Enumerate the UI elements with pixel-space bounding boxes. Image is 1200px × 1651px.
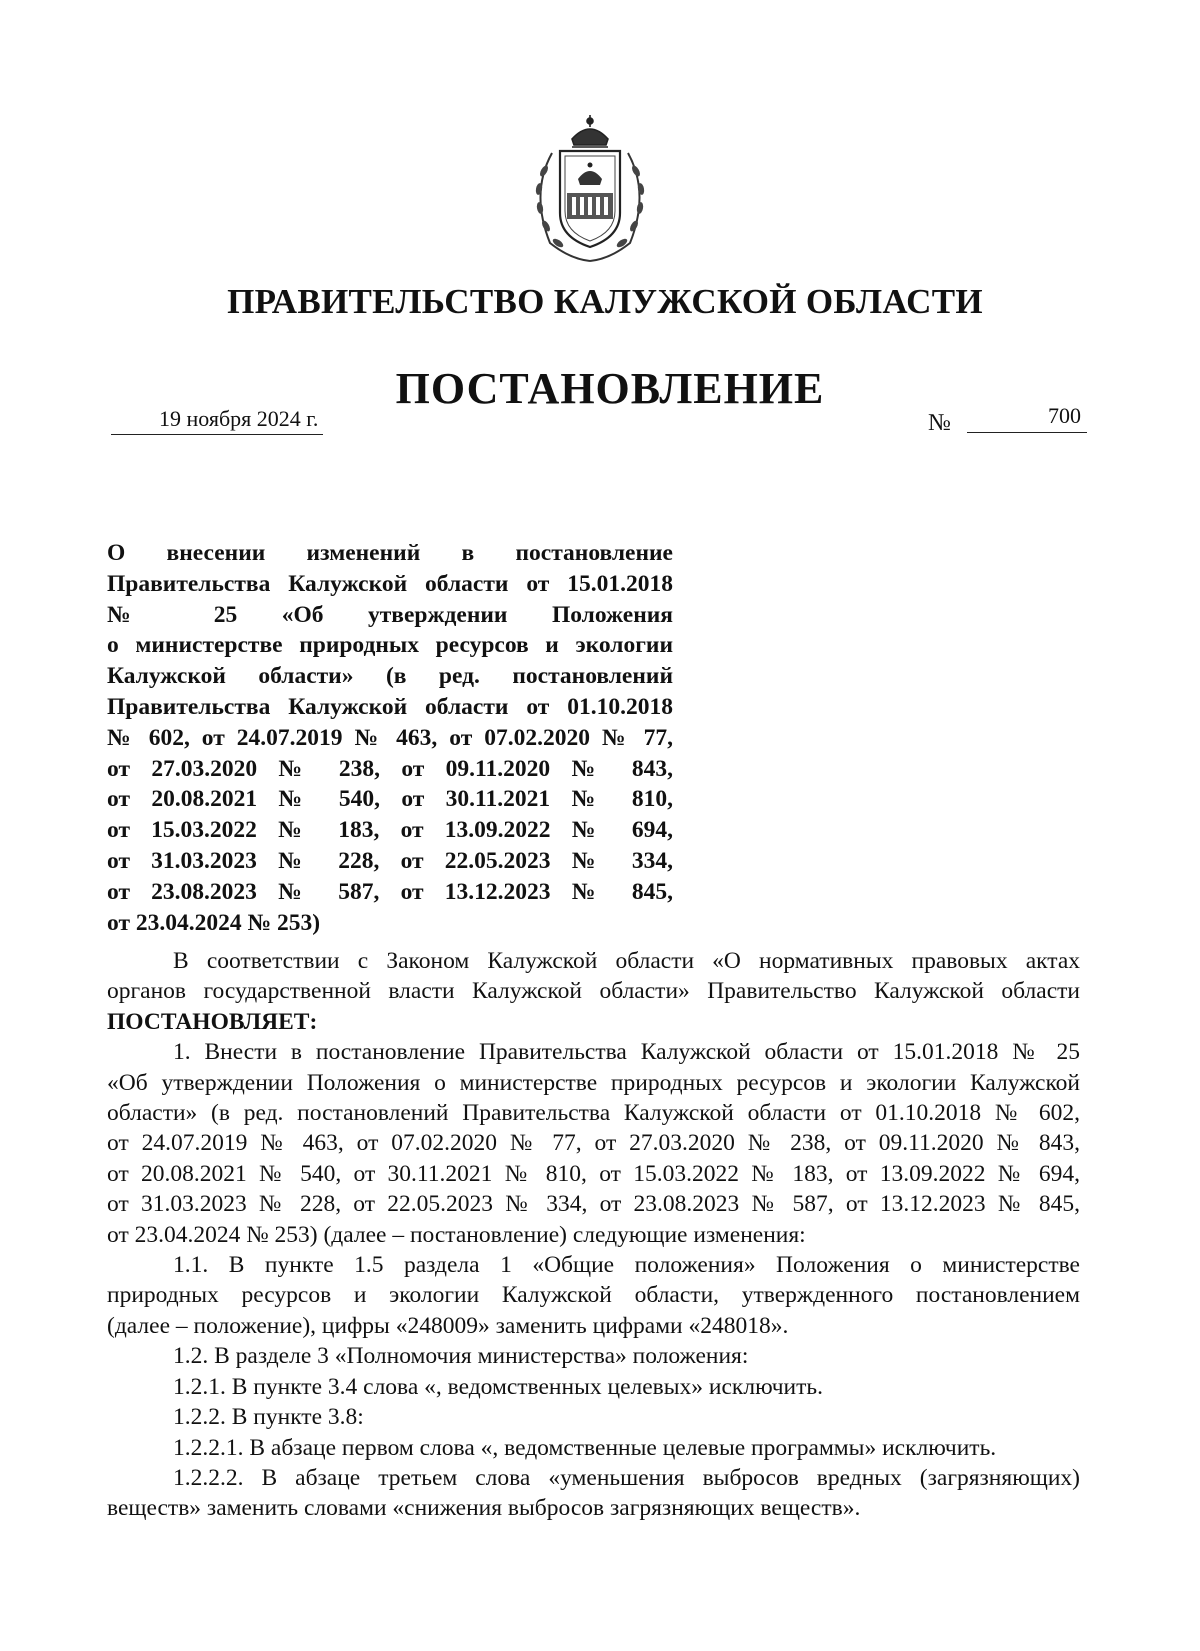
heading-line: от 27.03.2020 № 238, от 09.11.2020 № 843,	[107, 755, 673, 782]
government-title: ПРАВИТЕЛЬСТВО КАЛУЖСКОЙ ОБЛАСТИ	[227, 282, 983, 321]
paragraph-1-2: 1.2. В разделе 3 «Полномочия министерства» положения:	[173, 1343, 749, 1370]
heading-line: от 15.03.2022 № 183, от 13.09.2022 № 694,	[107, 817, 673, 844]
heading-line: от 23.08.2023 № 587, от 13.12.2023 № 845,	[107, 878, 673, 905]
preamble-line: органов государственной власти Калужской области» Правительство Калужской области	[107, 978, 1080, 1005]
paragraph-1-1-line: (далее – положение), цифры «248009» заменить цифрами «248018».	[107, 1312, 789, 1339]
document-body	[107, 946, 1080, 1524]
paragraph-1-2-2-2-line: веществ» заменить словами «снижения выбросов загрязняющих веществ».	[107, 1495, 861, 1522]
paragraph-1-line: «Об утверждении Положения о министерстве природных ресурсов и экологии Калужской	[107, 1069, 1080, 1096]
heading-line: Калужской области» (в ред. постановлений	[107, 663, 673, 690]
paragraph-1-1-line: 1.1. В пункте 1.5 раздела 1 «Общие положения» Положения о министерстве	[173, 1252, 1080, 1279]
document-type: ПОСТАНОВЛЕНИЕ	[395, 364, 825, 413]
kaluga-coat-of-arms-icon	[520, 113, 660, 263]
heading-line: Правительства Калужской области от 15.01.2018	[107, 570, 673, 597]
heading-line: № 25 «Об утверждении Положения	[107, 601, 673, 628]
number-sign: №	[928, 410, 951, 436]
document-number: 700	[967, 400, 1087, 433]
heading-line: О внесении изменений в постановление	[107, 540, 673, 566]
paragraph-1-line: от 23.04.2024 № 253) (далее – постановление) следующие изменения:	[107, 1221, 806, 1248]
resolves-word: ПОСТАНОВЛЯЕТ:	[107, 1008, 318, 1035]
preamble-line: В соответствии с Законом Калужской области «О нормативных правовых актах	[173, 948, 1080, 974]
paragraph-1-2-2: 1.2.2. В пункте 3.8:	[173, 1404, 364, 1431]
paragraph-1-line: от 20.08.2021 № 540, от 30.11.2021 № 810, от 15.03.2022 № 183, от 13.09.2022 № 694,	[107, 1160, 1080, 1187]
paragraph-1-2-2-2-line: 1.2.2.2. В абзаце третьем слова «уменьшения выбросов вредных (загрязняющих)	[173, 1464, 1080, 1491]
paragraph-1-1-line: природных ресурсов и экологии Калужской области, утвержденного постановлением	[107, 1282, 1080, 1309]
document-date: 19 ноября 2024 г.	[111, 404, 323, 435]
paragraph-1-2-1: 1.2.1. В пункте 3.4 слова «, ведомственных целевых» исключить.	[173, 1373, 823, 1400]
paragraph-1-2-2-1: 1.2.2.1. В абзаце первом слова «, ведомственные целевые программы» исключить.	[173, 1434, 997, 1461]
heading-line: от 20.08.2021 № 540, от 30.11.2021 № 810,	[107, 786, 673, 813]
heading-line: от 31.03.2023 № 228, от 22.05.2023 № 334,	[107, 847, 673, 874]
heading-line: от 23.04.2024 № 253)	[107, 909, 321, 936]
heading-line: Правительства Калужской области от 01.10.2018	[107, 693, 673, 720]
paragraph-1-line: от 31.03.2023 № 228, от 22.05.2023 № 334, от 23.08.2023 № 587, от 13.12.2023 № 845,	[107, 1191, 1080, 1218]
heading-line: о министерстве природных ресурсов и экологии	[107, 632, 673, 659]
paragraph-1-line: от 24.07.2019 № 463, от 07.02.2020 № 77, от 27.03.2020 № 238, от 09.11.2020 № 843,	[107, 1130, 1080, 1157]
paragraph-1-line: области» (в ред. постановлений Правительства Калужской области от 01.10.2018 № 602,	[107, 1100, 1080, 1127]
heading-line: № 602, от 24.07.2019 № 463, от 07.02.2020 № 77,	[107, 724, 673, 751]
document-heading	[107, 538, 673, 938]
paragraph-1-line: 1. Внести в постановление Правительства Калужской области от 15.01.2018 № 25	[173, 1039, 1080, 1066]
